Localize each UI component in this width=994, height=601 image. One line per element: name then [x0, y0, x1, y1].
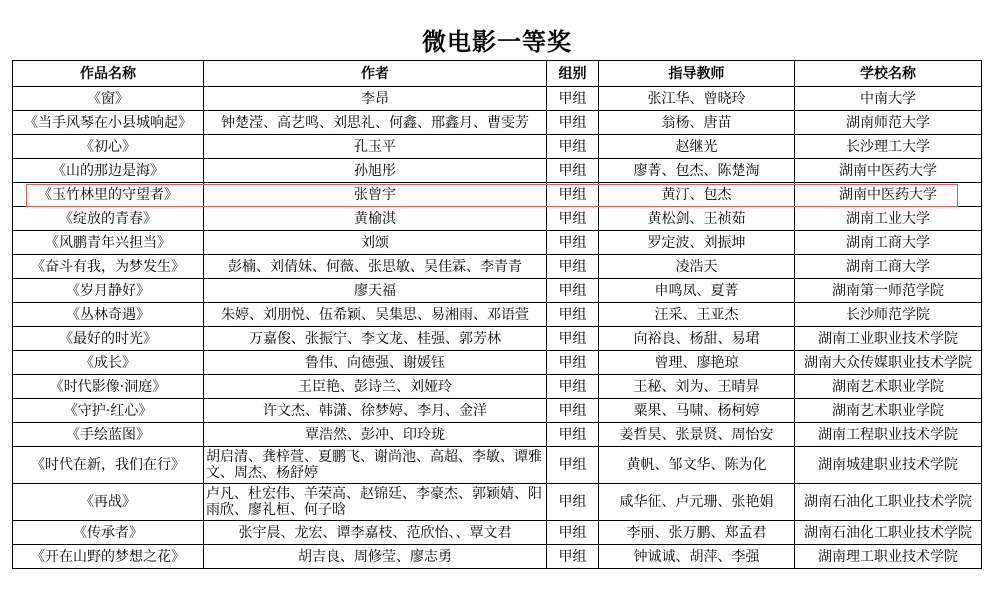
author-cell: 黄榆淇 [204, 207, 547, 231]
table-row [13, 279, 982, 303]
table-row [13, 87, 982, 111]
author-cell: 万嘉俊、张振宁、李文龙、桂强、郭芳林 [204, 327, 547, 351]
work-cell: 《玉竹林里的守望者》 [13, 183, 204, 207]
author-cell: 张曾宇 [204, 183, 547, 207]
group-cell: 甲组 [547, 399, 599, 423]
group-cell: 甲组 [547, 183, 599, 207]
work-cell: 《当手风琴在小县城响起》 [13, 111, 204, 135]
school-cell: 湖南工商大学 [795, 231, 982, 255]
table-row [13, 159, 982, 183]
work-cell: 《守护·红心》 [13, 399, 204, 423]
teacher-cell: 粟果、马啸、杨柯婷 [599, 399, 795, 423]
group-cell: 甲组 [547, 521, 599, 545]
author-cell: 李昂 [204, 87, 547, 111]
work-cell: 《手绘蓝图》 [13, 423, 204, 447]
teacher-cell: 申鸣凤、夏菁 [599, 279, 795, 303]
work-cell: 《时代在新，我们在行》 [13, 447, 204, 484]
group-cell: 甲组 [547, 327, 599, 351]
author-cell: 鲁伟、向德强、谢媛钰 [204, 351, 547, 375]
school-cell: 湖南工商大学 [795, 255, 982, 279]
table-row [13, 447, 982, 484]
school-cell: 湖南艺术职业学院 [795, 375, 982, 399]
header-author: 作者 [204, 61, 547, 87]
awards-table [12, 60, 982, 569]
table-row [13, 207, 982, 231]
group-cell: 甲组 [547, 135, 599, 159]
group-cell: 甲组 [547, 207, 599, 231]
school-cell: 湖南中医药大学 [795, 183, 982, 207]
teacher-cell: 罗定波、刘振坤 [599, 231, 795, 255]
school-cell: 湖南城建职业技术学院 [795, 447, 982, 484]
school-cell: 湖南第一师范学院 [795, 279, 982, 303]
school-cell: 湖南工业职业技术学院 [795, 327, 982, 351]
school-cell: 湖南石油化工职业技术学院 [795, 484, 982, 521]
author-cell: 张宇晨、龙宏、谭李嘉枝、范欣怡、、覃文君 [204, 521, 547, 545]
work-cell: 《成长》 [13, 351, 204, 375]
table-row [13, 183, 982, 207]
work-cell: 《奋斗有我，为梦发生》 [13, 255, 204, 279]
work-cell: 《传承者》 [13, 521, 204, 545]
table-row [13, 423, 982, 447]
work-cell: 《开在山野的梦想之花》 [13, 545, 204, 569]
author-cell: 覃浩然、彭冲、印玲珑 [204, 423, 547, 447]
work-cell: 《风鹏青年兴担当》 [13, 231, 204, 255]
table-row [13, 399, 982, 423]
teacher-cell: 钟诚诚、胡萍、李强 [599, 545, 795, 569]
teacher-cell: 汪采、王亚杰 [599, 303, 795, 327]
table-row [13, 135, 982, 159]
group-cell: 甲组 [547, 279, 599, 303]
group-cell: 甲组 [547, 231, 599, 255]
teacher-cell: 咸华征、卢元珊、张艳娟 [599, 484, 795, 521]
teacher-cell: 赵继光 [599, 135, 795, 159]
header-school: 学校名称 [795, 61, 982, 87]
teacher-cell: 姜哲昊、张景贤、周怡安 [599, 423, 795, 447]
table-row [13, 484, 982, 521]
school-cell: 湖南大众传媒职业技术学院 [795, 351, 982, 375]
group-cell: 甲组 [547, 484, 599, 521]
teacher-cell: 张江华、曾晓玲 [599, 87, 795, 111]
group-cell: 甲组 [547, 423, 599, 447]
author-cell: 钟楚滢、高艺鸣、刘思礼、何鑫、邢鑫月、曹雯芳 [204, 111, 547, 135]
work-cell: 《绽放的青春》 [13, 207, 204, 231]
author-cell: 廖天福 [204, 279, 547, 303]
group-cell: 甲组 [547, 303, 599, 327]
group-cell: 甲组 [547, 545, 599, 569]
teacher-cell: 向裕良、杨甜、易珺 [599, 327, 795, 351]
table-row [13, 327, 982, 351]
header-teacher: 指导教师 [599, 61, 795, 87]
school-cell: 湖南石油化工职业技术学院 [795, 521, 982, 545]
table-row [13, 545, 982, 569]
table-body [13, 87, 982, 569]
work-cell: 《山的那边是海》 [13, 159, 204, 183]
author-cell: 许文杰、韩潇、徐梦婷、李月、金洋 [204, 399, 547, 423]
table-row [13, 111, 982, 135]
table-row [13, 375, 982, 399]
author-cell: 王臣艳、彭诗兰、刘娅玲 [204, 375, 547, 399]
work-cell: 《岁月静好》 [13, 279, 204, 303]
school-cell: 湖南工业大学 [795, 207, 982, 231]
teacher-cell: 李丽、张万鹏、郑孟君 [599, 521, 795, 545]
header-group: 组别 [547, 61, 599, 87]
teacher-cell: 凌浩天 [599, 255, 795, 279]
school-cell: 中南大学 [795, 87, 982, 111]
school-cell: 长沙师范学院 [795, 303, 982, 327]
school-cell: 长沙理工大学 [795, 135, 982, 159]
work-cell: 《丛林奇遇》 [13, 303, 204, 327]
author-cell: 彭楠、刘倩妹、何薇、张思敏、吴佳霖、李青青 [204, 255, 547, 279]
header-work: 作品名称 [13, 61, 204, 87]
table-header-row [13, 61, 982, 87]
group-cell: 甲组 [547, 375, 599, 399]
author-cell: 胡启清、龚梓萱、夏鹏飞、谢尚池、高超、李敏、谭雅文、周杰、杨舒婷 [204, 447, 547, 484]
work-cell: 《时代影像·洞庭》 [13, 375, 204, 399]
author-cell: 朱婷、刘朋悦、伍希颖、吴集思、易湘雨、邓语萱 [204, 303, 547, 327]
school-cell: 湖南中医药大学 [795, 159, 982, 183]
teacher-cell: 翁杨、唐苗 [599, 111, 795, 135]
table-row [13, 521, 982, 545]
table-row [13, 255, 982, 279]
teacher-cell: 黄松剑、王祯茹 [599, 207, 795, 231]
work-cell: 《再战》 [13, 484, 204, 521]
table-row [13, 303, 982, 327]
author-cell: 孔玉平 [204, 135, 547, 159]
group-cell: 甲组 [547, 111, 599, 135]
group-cell: 甲组 [547, 351, 599, 375]
work-cell: 《初心》 [13, 135, 204, 159]
teacher-cell: 王秘、刘为、王晴昇 [599, 375, 795, 399]
work-cell: 《窗》 [13, 87, 204, 111]
teacher-cell: 廖菁、包杰、陈楚淘 [599, 159, 795, 183]
author-cell: 孙旭彤 [204, 159, 547, 183]
teacher-cell: 曾理、廖艳琼 [599, 351, 795, 375]
author-cell: 刘颂 [204, 231, 547, 255]
school-cell: 湖南理工职业技术学院 [795, 545, 982, 569]
group-cell: 甲组 [547, 255, 599, 279]
table-row [13, 231, 982, 255]
author-cell: 胡吉良、周修莹、廖志勇 [204, 545, 547, 569]
page-title: 微电影一等奖 [422, 28, 572, 56]
group-cell: 甲组 [547, 159, 599, 183]
author-cell: 卢凡、杜宏伟、羊荣高、赵锦廷、李豪杰、郭颖婧、阳雨欣、廖礼桓、何子晗 [204, 484, 547, 521]
school-cell: 湖南艺术职业学院 [795, 399, 982, 423]
work-cell: 《最好的时光》 [13, 327, 204, 351]
teacher-cell: 黄帆、邹文华、陈为化 [599, 447, 795, 484]
group-cell: 甲组 [547, 87, 599, 111]
school-cell: 湖南工程职业技术学院 [795, 423, 982, 447]
group-cell: 甲组 [547, 447, 599, 484]
school-cell: 湖南师范大学 [795, 111, 982, 135]
table-row [13, 351, 982, 375]
teacher-cell: 黄汀、包杰 [599, 183, 795, 207]
